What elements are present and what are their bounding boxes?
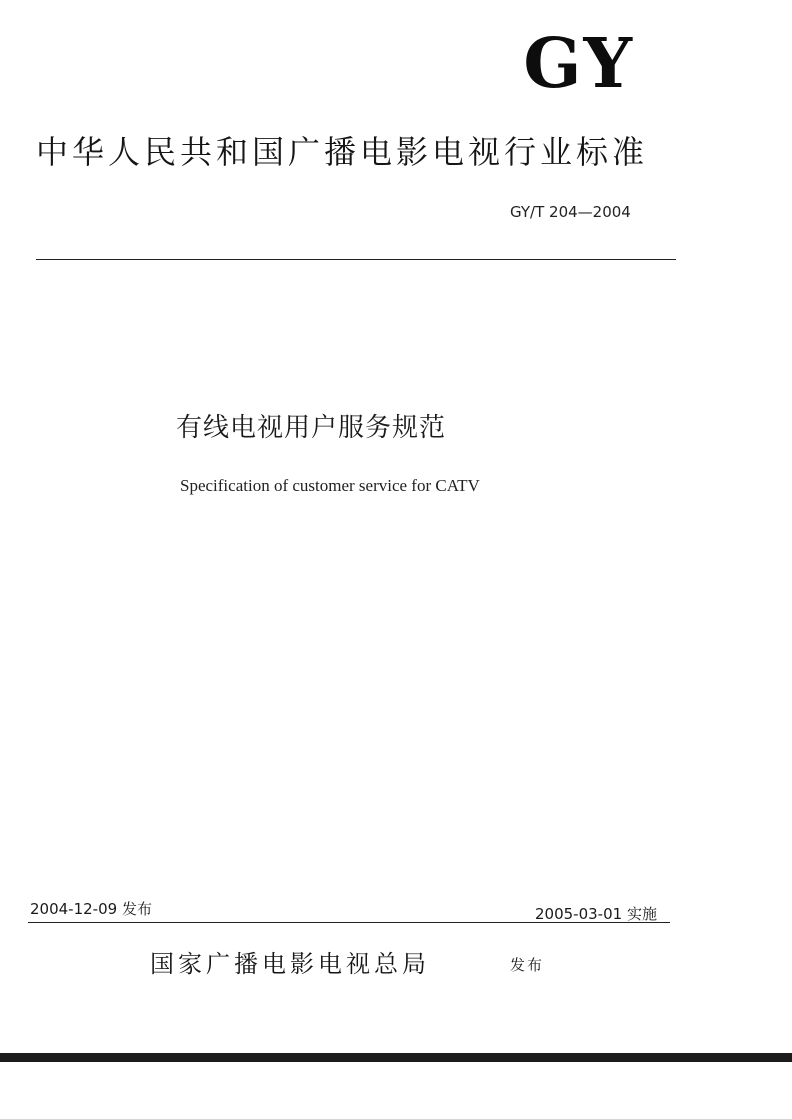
header-divider bbox=[36, 259, 676, 260]
gy-logo: GY bbox=[523, 24, 634, 104]
issue-date: 2004-12-09 发布 bbox=[30, 900, 152, 918]
title-english: Specification of customer service for CATV bbox=[180, 476, 480, 495]
publish-label: 发布 bbox=[510, 956, 545, 974]
implementation-date: 2005-03-01 实施 bbox=[535, 905, 657, 923]
issuing-authority: 国家广播电影电视总局 bbox=[150, 950, 430, 978]
title-chinese: 有线电视用户服务规范 bbox=[176, 413, 447, 443]
standard-number: GY/T 204—2004 bbox=[510, 203, 631, 221]
standard-category: 中华人民共和国广播电影电视行业标准 bbox=[36, 133, 649, 171]
footer-band bbox=[0, 1053, 792, 1062]
footer-divider bbox=[28, 922, 670, 923]
